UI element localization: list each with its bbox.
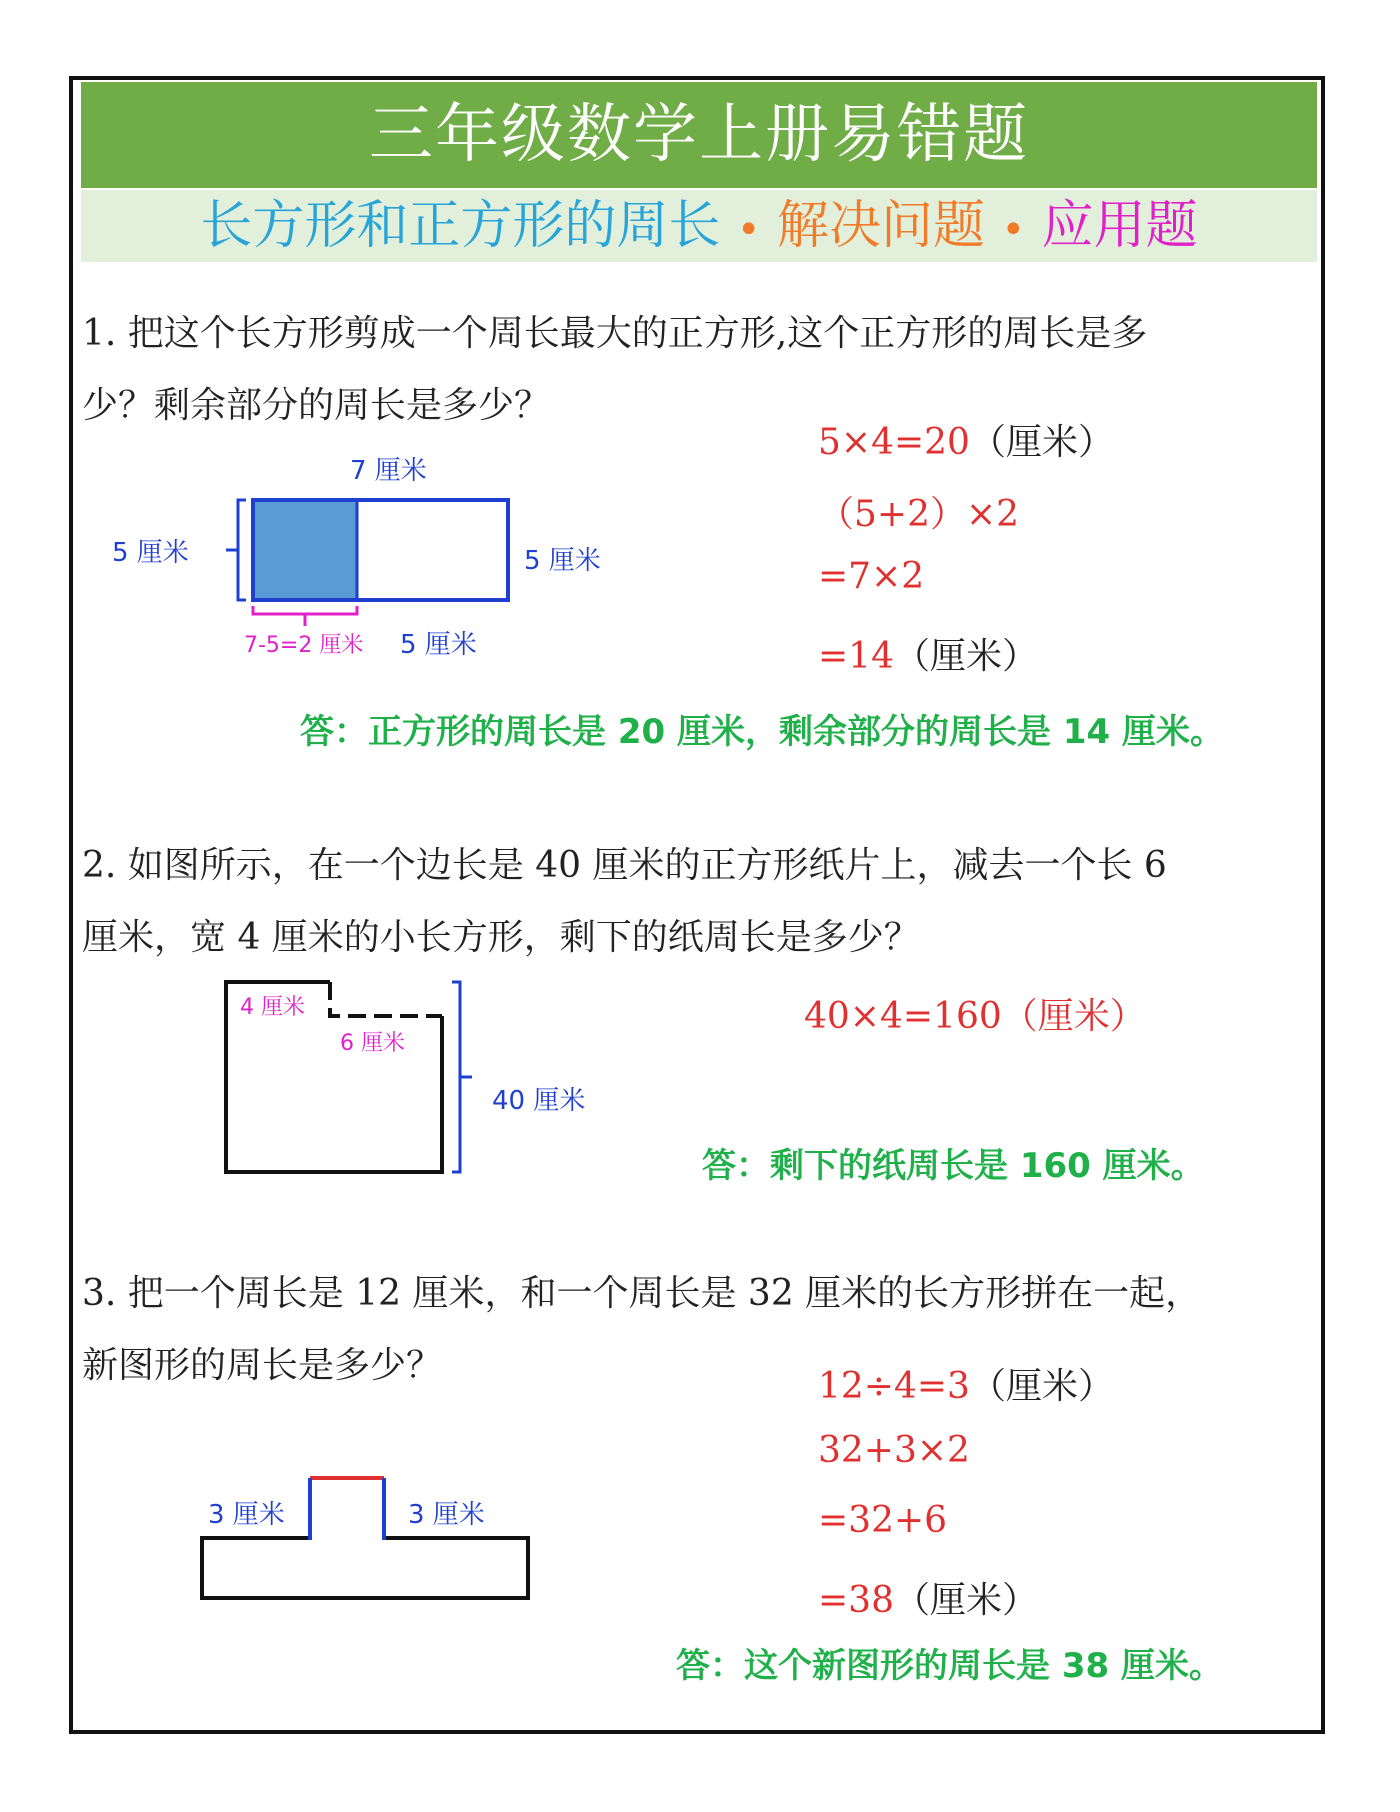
q2-text-line1: 2. 如图所示，在一个边长是 40 厘米的正方形纸片上，减去一个长 6: [82, 845, 1167, 886]
q3-left-label: 3 厘米: [208, 1500, 285, 1530]
page-title: 三年级数学上册易错题: [81, 82, 1317, 188]
q3-big-rectangle: [202, 1538, 528, 1598]
q3-step-4: =38（厘米）: [818, 1580, 1038, 1621]
q2-side-label: 40 厘米: [492, 1086, 586, 1116]
subtitle-application: 应用题: [1041, 196, 1198, 256]
q3-right-label: 3 厘米: [408, 1500, 485, 1530]
q2-text-line2: 厘米，宽 4 厘米的小长方形，剩下的纸周长是多少？: [82, 917, 920, 958]
q1-step-3: =7×2: [818, 556, 925, 597]
q3-text-line1: 3. 把一个周长是 12 厘米，和一个周长是 32 厘米的长方形拼在一起，: [82, 1273, 1202, 1314]
q3-text-line2: 新图形的周长是多少？: [82, 1345, 443, 1386]
subtitle-separator: •: [736, 207, 761, 253]
subtitle-separator: •: [1001, 207, 1026, 253]
q3-step-3: =32+6: [818, 1500, 948, 1541]
q1-step-2: （5+2）×2: [818, 494, 1020, 535]
q3-step-1: 12÷4=3（厘米）: [818, 1366, 1114, 1407]
q1-text-line2: 少？剩余部分的周长是多少？: [82, 385, 551, 426]
q1-answer: 答：正方形的周长是 20 厘米，剩余部分的周长是 14 厘米。: [300, 712, 1224, 752]
q1-step-1: 5×4=20（厘米）: [818, 422, 1114, 463]
q2-notch-width-label: 6 厘米: [340, 1031, 405, 1056]
q2-notch-height-label: 4 厘米: [240, 995, 305, 1020]
q1-bottom-left-label: 7-5=2 厘米: [244, 633, 364, 658]
q1-top-label: 7 厘米: [350, 456, 427, 486]
q1-step-4: =14（厘米）: [818, 636, 1038, 677]
q3-step-2: 32+3×2: [818, 1430, 970, 1471]
q2-answer: 答：剩下的纸周长是 160 厘米。: [702, 1146, 1205, 1186]
q1-bottom-right-label: 5 厘米: [400, 630, 477, 660]
q1-text-line1: 1. 把这个长方形剪成一个周长最大的正方形,这个正方形的周长是多: [82, 313, 1148, 354]
q2-step-1: 40×4=160（厘米）: [804, 996, 1146, 1037]
q1-right-label: 5 厘米: [524, 546, 601, 576]
q3-answer: 答：这个新图形的周长是 38 厘米。: [676, 1646, 1223, 1686]
subtitle-problem-solving: 解决问题: [776, 196, 985, 256]
subtitle-topic: 长方形和正方形的周长: [200, 196, 721, 256]
q1-left-label: 5 厘米: [112, 538, 189, 568]
